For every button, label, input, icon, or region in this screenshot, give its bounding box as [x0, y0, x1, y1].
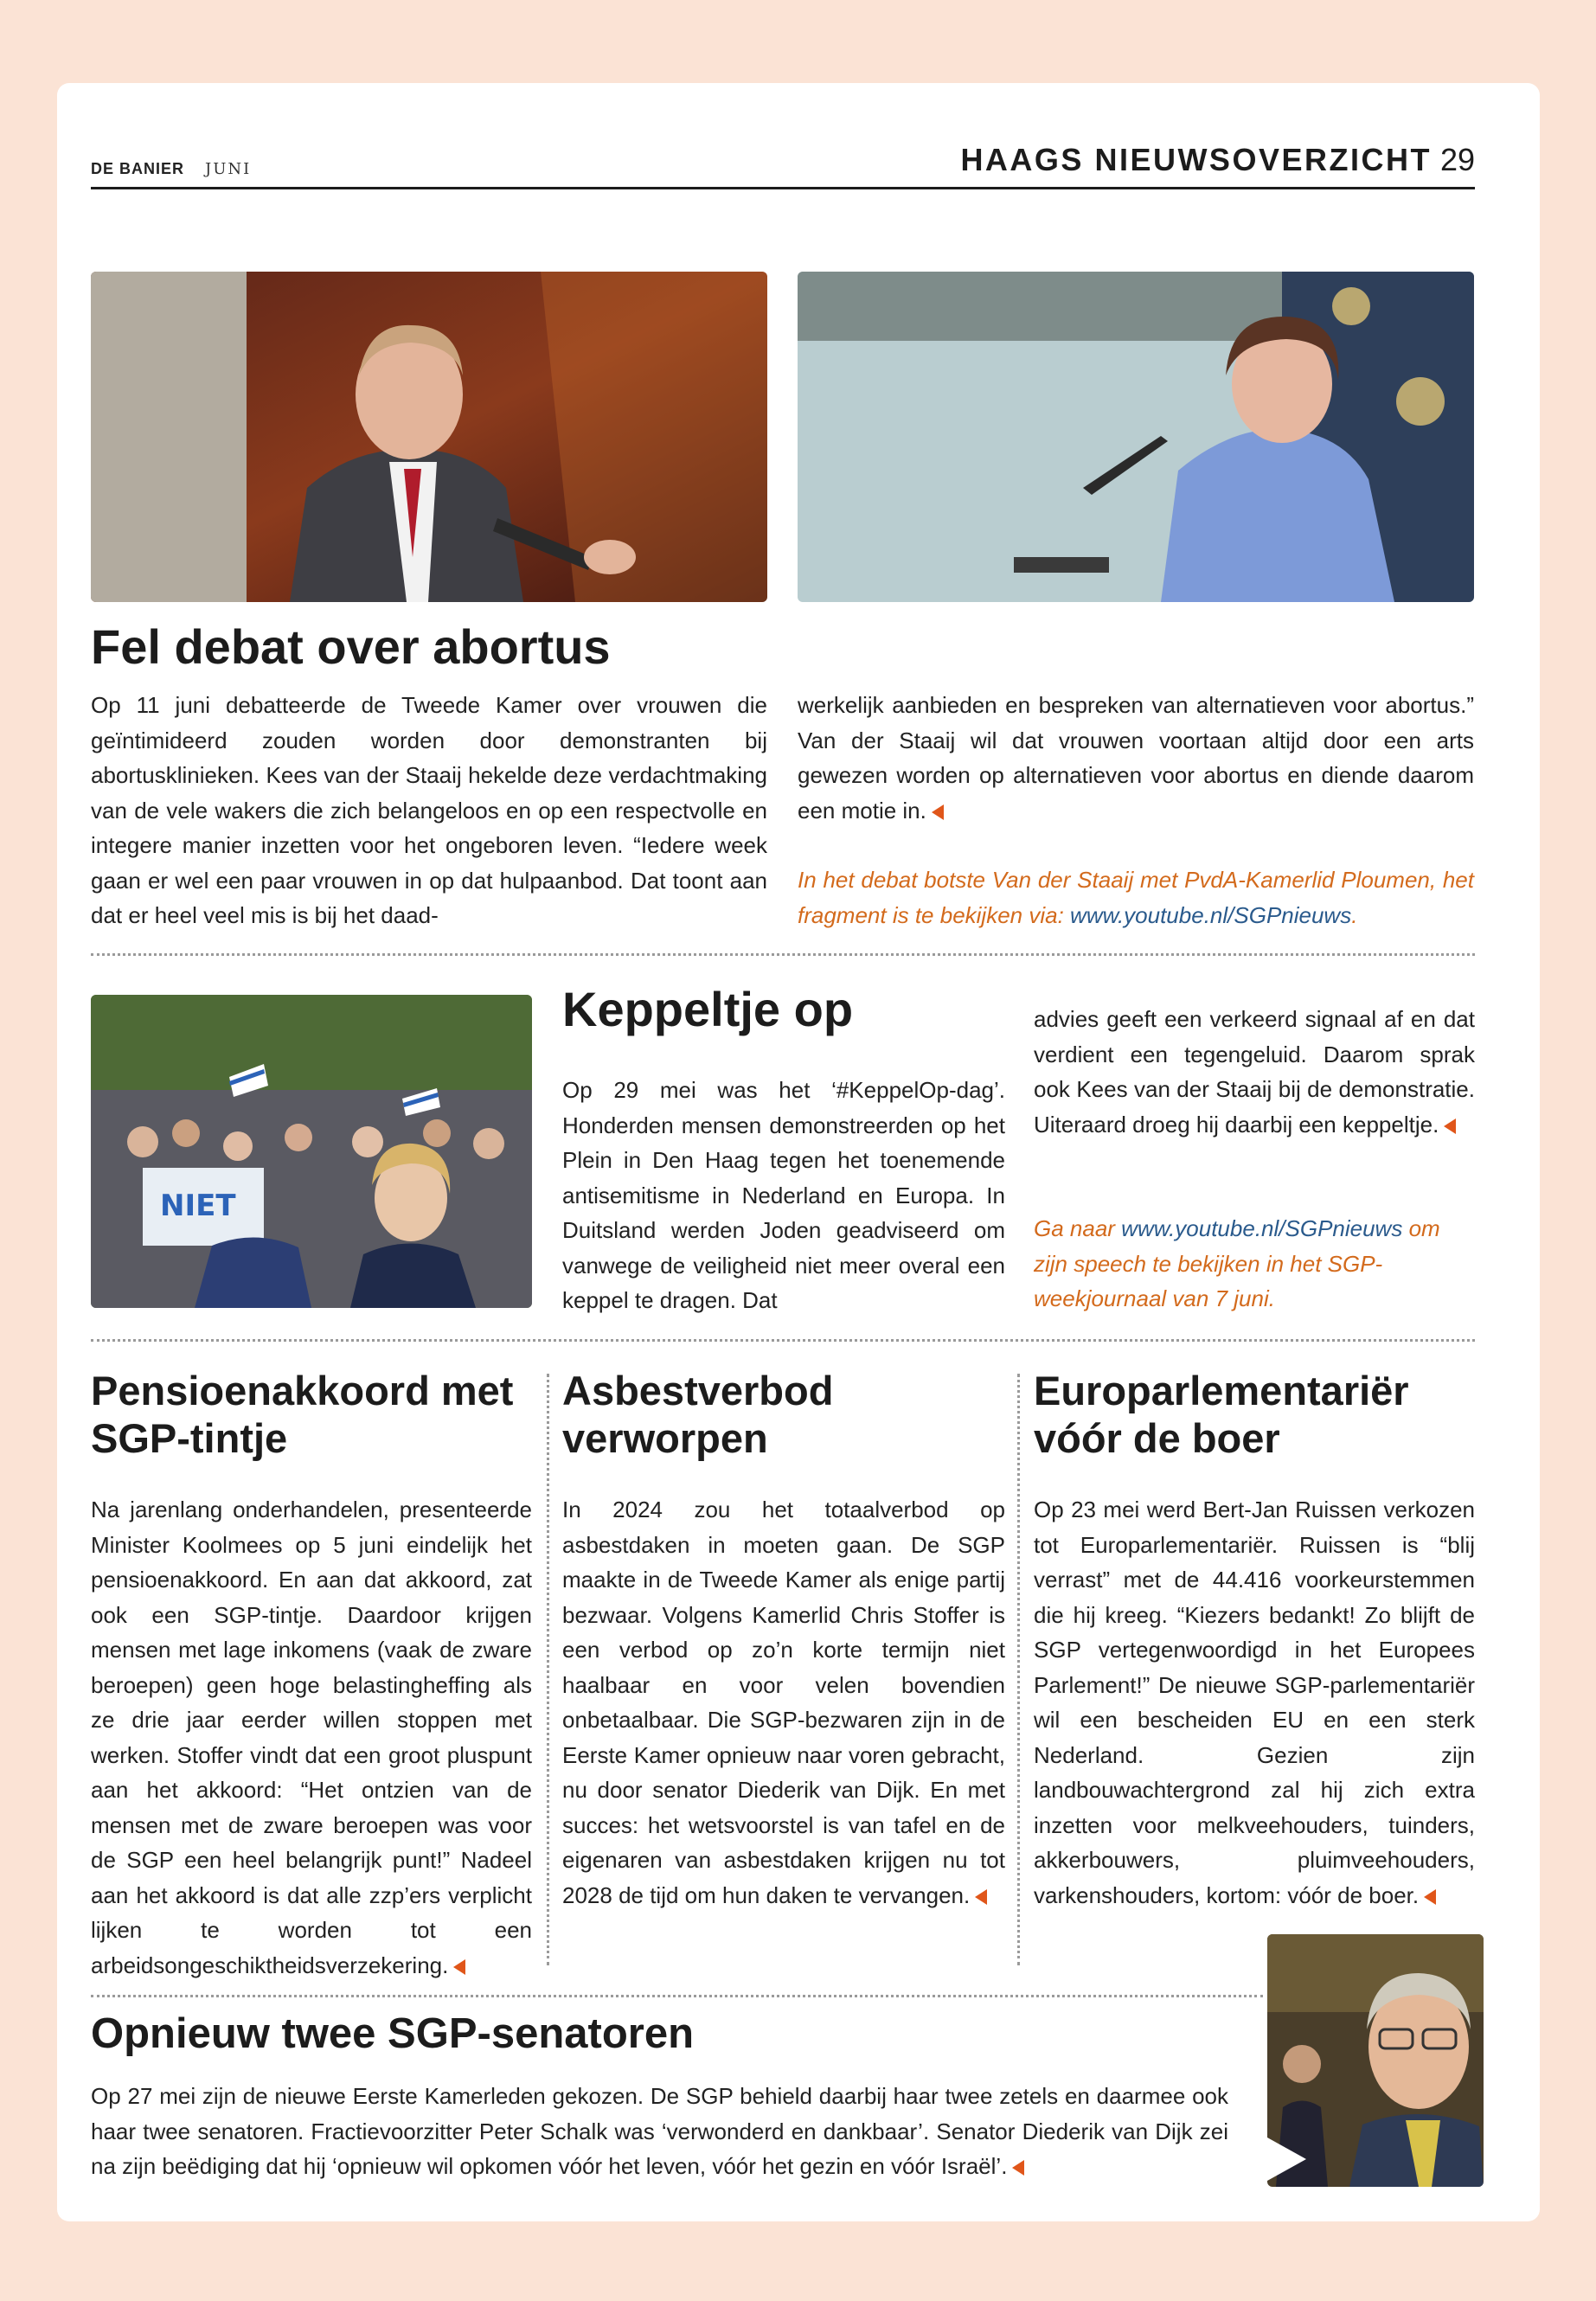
article-title-europarlementarier — [1034, 1367, 1484, 1463]
article-title-pensioenakkoord — [91, 1367, 541, 1463]
asbestverbod-title-line1: Asbestverbod — [562, 1368, 834, 1413]
youtube-link-keppeltje[interactable]: www.youtube.nl/SGPnieuws — [1121, 1215, 1403, 1241]
article-body-europarlementarier — [1034, 1492, 1475, 1913]
dotted-divider — [91, 1995, 1263, 1997]
end-mark-icon — [1012, 2160, 1024, 2176]
article-body-keppeltje-col2 — [1034, 1002, 1475, 1142]
europarlementarier-title-line2: vóór de boer — [1034, 1415, 1280, 1462]
article-body-keppeltje-col1: Op 29 mei was het ‘#KeppelOp-dag’. Honderden mensen demonstreerden op het Plein in Den Haag tegen het toenemende antisemitisme in Nederland en Europa. In Duitsland werden Joden geadviseerd om vanwege de veiligheid niet meer overal een keppel te dragen. Dat — [562, 1077, 1005, 1313]
caption-abortion-end: . — [1351, 901, 1358, 928]
publication-name: DE BANIER — [91, 160, 185, 177]
youtube-link-abortion[interactable]: www.youtube.nl/SGPnieuws — [1070, 901, 1352, 928]
article-body-abortion-col1: Op 11 juni debatteerde de Tweede Kamer over vrouwen die geïntimideerd zouden worden door demonstranten bij abortusklinieken. Kees van der Staaij hekelde deze verdachtmaking van de vele wakers die zich belangeloos en op een respectvolle en integere manier inzetten voor het ongeboren leven. “Iedere week gaan er wel een paar vrouwen in op dat hulpaanbod. Dat toont aan dat er heel veel mis is bij het daad- — [91, 692, 767, 928]
asbestverbod-text: In 2024 zou het totaalverbod op asbestdaken in moeten gaan. De SGP maakte in de Tweede Kamer als enige partij bezwaar. Volgens Kamerlid Chris Stoffer is een verbod op zo’n korte termijn niet haalbaar en voor velen bovendien onbetaalbaar. Die SGP-bezwaren zijn in de Eerste Kamer opnieuw naar voren gebracht, nu door senator Diederik van Dijk. En met succes: het wetsvoorstel is van tafel en de eigenaren van asbestdaken krijgen nu tot 2028 de tijd om hun daken te vervangen. — [562, 1497, 1005, 1908]
article-body-pensioenakkoord — [91, 1492, 532, 1983]
europarlementarier-text: Op 23 mei werd Bert-Jan Ruissen verkozen tot Europarlementariër. Ruissen is “blij verrast” met de 44.416 voorkeurstemmen die hij kreeg. “Kiezers bedankt! Zo blijft de SGP vertegenwoordigd in het Europees Parlement!” De nieuwe SGP-parlementariër wil een bescheiden EU en een sterk Nederland. Gezien zijn landbouwachtergrond zal hij zich extra inzetten voor melkveehouders, tuinders, akkerbouwers, pluimveehouders, varkenshouders, kortom: vóór de boer. — [1034, 1497, 1475, 1908]
end-mark-icon — [932, 804, 944, 820]
header-rule — [91, 187, 1475, 189]
dotted-divider — [91, 1339, 1475, 1342]
caption-abortion-text: In het debat botste Van der Staaij met PvdA-Kamerlid Ploumen, het fragment is te bekijken via: — [798, 867, 1474, 928]
masthead — [91, 160, 251, 178]
sgp-senatoren-text: Op 27 mei zijn de nieuwe Eerste Kamerleden gekozen. De SGP behield daarbij haar twee zetels en daarmee ook haar twee senatoren. Fractievoorzitter Peter Schalk was ‘verwonderd en dankbaar’. Senator Diederik van Dijk zei na zijn beëdiging dat hij ‘opnieuw wil opkomen vóór het leven, vóór het gezin en vóór Israël’. — [91, 2083, 1228, 2179]
end-mark-icon — [453, 1959, 465, 1975]
pensioenakkoord-title-line1: Pensioenakkoord met — [91, 1368, 514, 1413]
photo-senators-selfie — [1267, 1934, 1484, 2187]
article-title-abortion-debate: Fel debat over abortus — [91, 619, 611, 674]
column-divider — [547, 1374, 549, 1965]
issue-month: JUNI — [205, 160, 252, 178]
pensioenakkoord-text: Na jarenlang onderhandelen, presenteerde Minister Koolmees op 5 juni eindelijk het pensioenakkoord. En aan dat akkoord, zat ook een SGP-tintje. Daardoor krijgen mensen met lage inkomens (vaak de zware beroepen) geen hoge belastingheffing als ze drie jaar eerder willen stoppen met werken. Stoffer vindt dat een groot pluspunt aan het akkoord: “Het ontzien van de mensen met de zware beroepen was voor de SGP een heel belangrijk punt!” Nadeel aan het akkoord is dat alle zzp’ers verplicht lijken te worden tot een arbeidsongeschiktheidsverzekering. — [91, 1497, 532, 1978]
end-mark-icon — [1424, 1889, 1436, 1905]
pensioenakkoord-title-line2: SGP-tintje — [91, 1415, 288, 1462]
section-title — [960, 142, 1475, 178]
caption-keppeltje-post: om zijn speech te bekijken in het SGP-weekjournaal van 7 juni. — [1034, 1215, 1440, 1311]
photo-ploumen-debate — [798, 272, 1474, 602]
article-body-sgp-senatoren — [91, 2079, 1228, 2184]
photo-keppelop-demonstration — [91, 995, 532, 1308]
keppeltje-col2-text: advies geeft een verkeerd signaal af en dat verdient een tegengeluid. Daarom sprak ook Kees van der Staaij bij de demonstratie. Uiteraard droeg hij daarbij een keppeltje. — [1034, 1006, 1475, 1138]
caption-keppeltje-video — [1034, 1211, 1475, 1317]
article-body-abortion-col2 — [798, 688, 1474, 828]
caption-keppeltje-pre: Ga naar — [1034, 1215, 1122, 1241]
end-mark-icon — [1444, 1118, 1456, 1134]
article-title-sgp-senatoren: Opnieuw twee SGP-senatoren — [91, 2010, 695, 2057]
page-number: 29 — [1439, 142, 1475, 177]
asbestverbod-title-line2: verworpen — [562, 1415, 768, 1462]
article-title-keppeltje-op: Keppeltje op — [562, 982, 854, 1036]
dotted-divider — [91, 953, 1475, 956]
svg-text:NIET: NIET — [160, 1189, 236, 1223]
end-mark-icon — [975, 1889, 987, 1905]
section-name: HAAGS NIEUWSOVERZICHT — [960, 142, 1432, 177]
abortion-col2-text: werkelijk aanbieden en bespreken van alternatieven voor abortus.” Van der Staaij wil dat vrouwen voortaan altijd door een arts gewezen worden op alternatieven voor abortus en diende daarom een motie in. — [798, 692, 1474, 824]
article-body-asbestverbod — [562, 1492, 1005, 1913]
column-divider — [1017, 1374, 1020, 1965]
photo-van-der-staaij-debate — [91, 272, 767, 602]
article-title-asbestverbod — [562, 1367, 1012, 1463]
caption-abortion-video — [798, 862, 1474, 933]
europarlementarier-title-line1: Europarlementariër — [1034, 1368, 1409, 1413]
